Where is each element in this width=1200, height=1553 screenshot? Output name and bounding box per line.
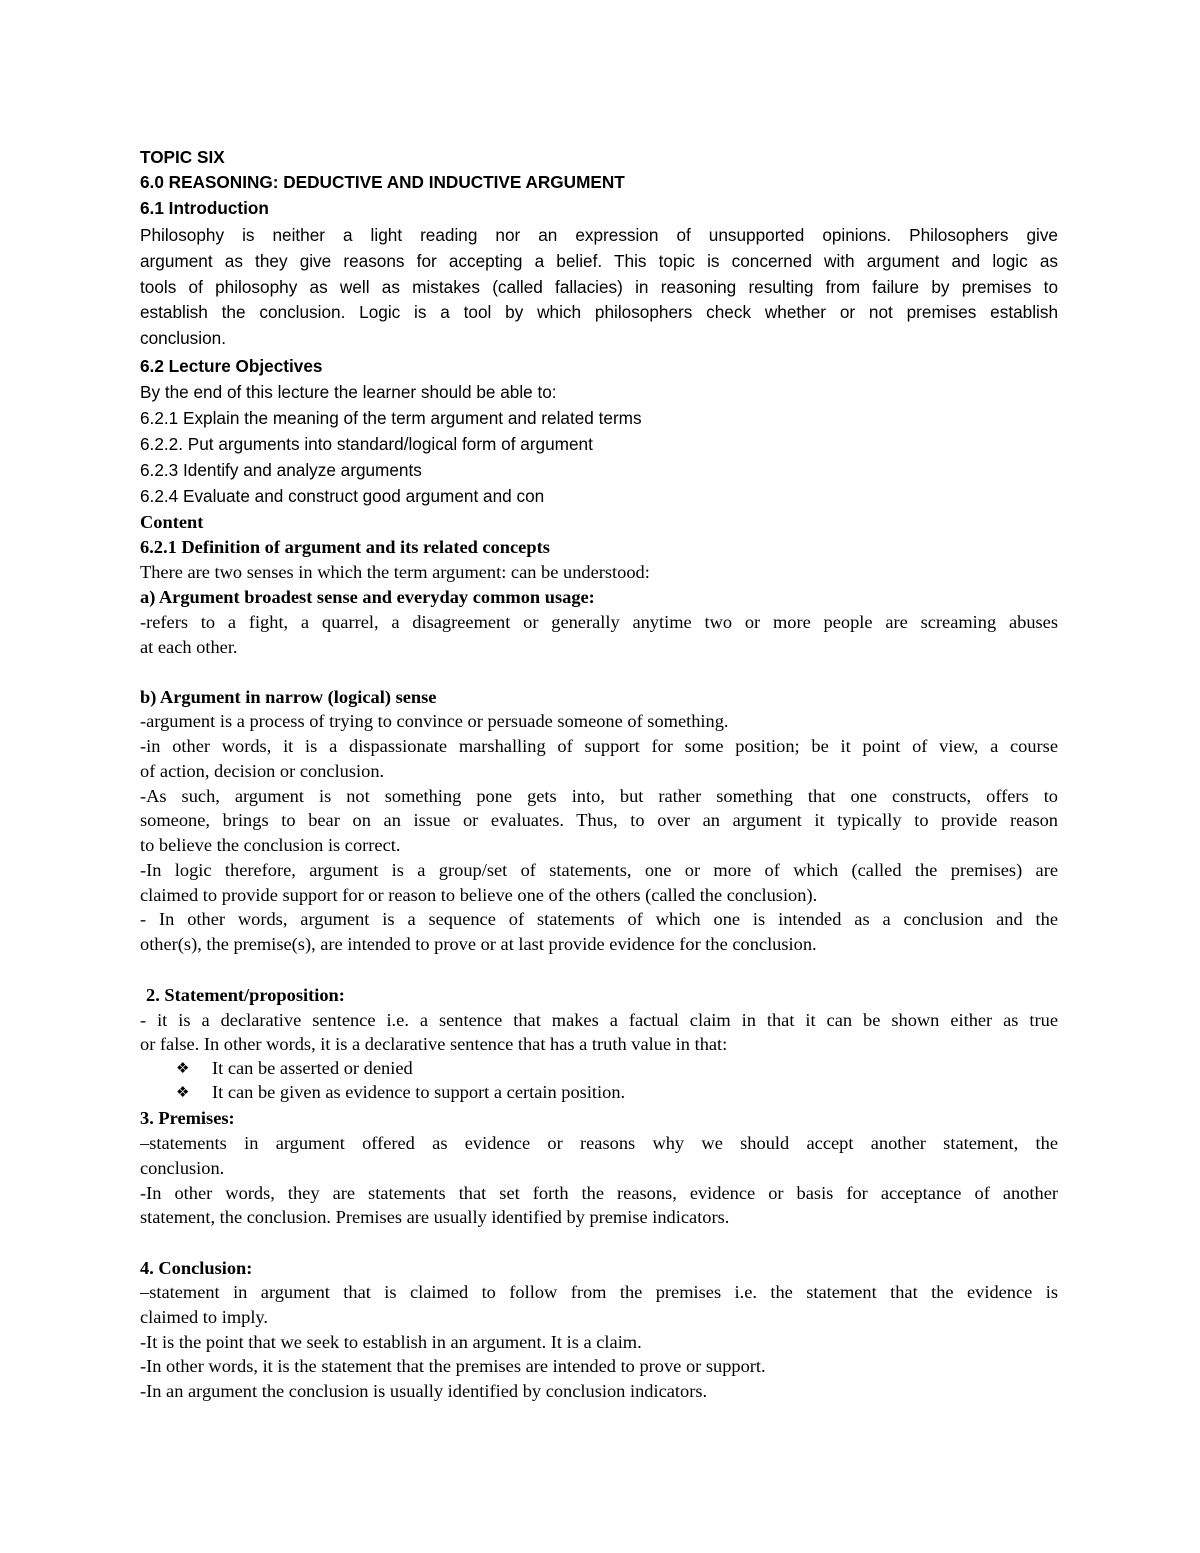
intro-heading: 6.1 Introduction [140,198,269,218]
page-title: 6.0 REASONING: DEDUCTIVE AND INDUCTIVE ARGUMENT [140,172,625,192]
conclusion-line: claimed to imply. [140,1307,269,1327]
objectives-lead: By the end of this lecture the learner should be able to: [140,382,557,402]
narrow-sense-line: -in other words, it is a dispassionate marshalling of support for some position; be it point of view, a course [140,736,1058,756]
narrow-sense-heading: b) Argument in narrow (logical) sense [140,687,437,707]
intro-line: establish the conclusion. Logic is a tool by which philosophers check whether or not premises establish [140,302,1058,322]
conclusion-line: -In an argument the conclusion is usually identified by conclusion indicators. [140,1381,708,1401]
intro-line: conclusion. [140,328,226,348]
statement-bullet: It can be given as evidence to support a certain position. [212,1082,626,1102]
conclusion-line: -In other words, it is the statement that the premises are intended to prove or support. [140,1356,766,1376]
objective-item: 6.2.1 Explain the meaning of the term argument and related terms [140,408,642,428]
narrow-sense-line: -argument is a process of trying to convince or persuade someone of something. [140,711,729,731]
content-heading: Content [140,512,204,532]
premises-line: conclusion. [140,1158,225,1178]
statement-heading: 2. Statement/proposition: [146,985,345,1005]
narrow-sense-line: -In logic therefore, argument is a group/set of statements, one or more of which (called the premises) are [140,860,1058,880]
diamond-bullet-icon: ❖ [176,1059,190,1077]
statement-line: - it is a declarative sentence i.e. a sentence that makes a factual claim in that it can be shown either as true [140,1010,1058,1030]
narrow-sense-line: someone, brings to bear on an issue or evaluates. Thus, to over an argument it typically to provide reason [140,810,1058,830]
intro-line: Philosophy is neither a light reading nor an expression of unsupported opinions. Philosophers give [140,225,1058,245]
intro-line: tools of philosophy as well as mistakes (called fallacies) in reasoning resulting from failure by premises to [140,277,1058,297]
conclusion-line: -It is the point that we seek to establish in an argument. It is a claim. [140,1332,642,1352]
objective-item: 6.2.3 Identify and analyze arguments [140,460,422,480]
broad-sense-line: at each other. [140,637,238,657]
broad-sense-heading: a) Argument broadest sense and everyday common usage: [140,587,595,607]
premises-line: –statements in argument offered as evidence or reasons why we should accept another statement, the [140,1133,1058,1153]
narrow-sense-line: to believe the conclusion is correct. [140,835,401,855]
topic-label: TOPIC SIX [140,147,225,167]
intro-line: argument as they give reasons for accepting a belief. This topic is concerned with argument and logic as [140,251,1058,271]
objectives-heading: 6.2 Lecture Objectives [140,356,323,376]
diamond-bullet-icon: ❖ [176,1083,190,1101]
objective-item: 6.2.2. Put arguments into standard/logical form of argument [140,434,593,454]
statement-bullet: It can be asserted or denied [212,1058,413,1078]
definition-lead: There are two senses in which the term argument: can be understood: [140,562,650,582]
narrow-sense-line: claimed to provide support for or reason to believe one of the others (called the conclusion). [140,885,818,905]
narrow-sense-line: -As such, argument is not something pone gets into, but rather something that one constructs, offers to [140,786,1058,806]
definition-heading: 6.2.1 Definition of argument and its related concepts [140,537,550,557]
premises-line: statement, the conclusion. Premises are usually identified by premise indicators. [140,1207,730,1227]
narrow-sense-line: of action, decision or conclusion. [140,761,385,781]
conclusion-heading: 4. Conclusion: [140,1258,253,1278]
objective-item: 6.2.4 Evaluate and construct good argument and con [140,486,545,506]
conclusion-line: –statement in argument that is claimed to follow from the premises i.e. the statement that the evidence is [140,1282,1058,1302]
narrow-sense-line: other(s), the premise(s), are intended to prove or at last provide evidence for the conclusion. [140,934,817,954]
statement-line: or false. In other words, it is a declarative sentence that has a truth value in that: [140,1034,728,1054]
broad-sense-line: -refers to a fight, a quarrel, a disagreement or generally anytime two or more people are screaming abuses [140,612,1058,632]
premises-heading: 3. Premises: [140,1108,235,1128]
narrow-sense-line: - In other words, argument is a sequence of statements of which one is intended as a conclusion and the [140,909,1058,929]
premises-line: -In other words, they are statements that set forth the reasons, evidence or basis for acceptance of another [140,1183,1058,1203]
